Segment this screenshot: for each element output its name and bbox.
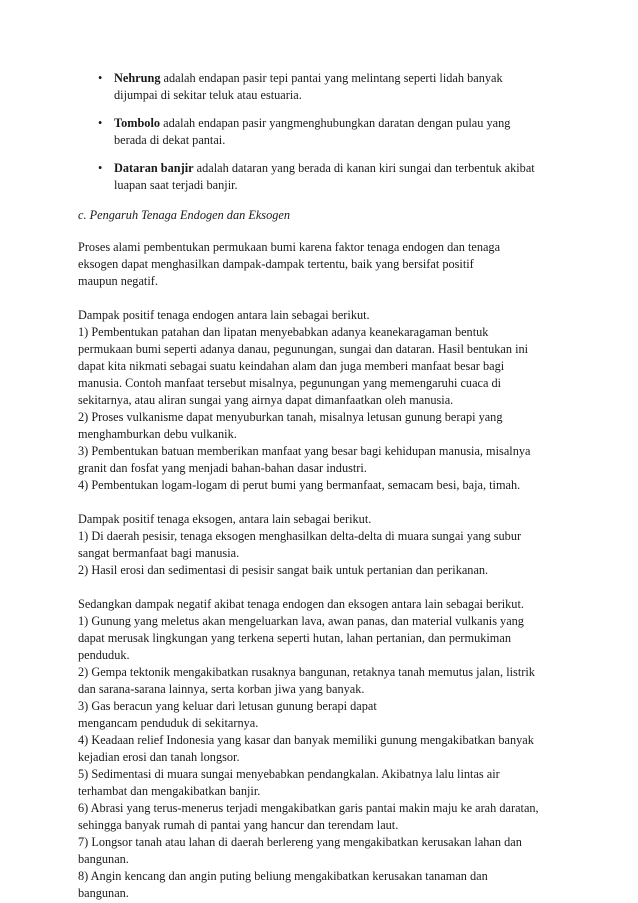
text-line: menghamburkan debu vulkanik. xyxy=(78,427,237,441)
text-line: dapat kita nikmati sebagai suatu keindahan alam dan juga memberi manfaat besar bagi xyxy=(78,359,505,373)
text-line: 2) Hasil erosi dan sedimentasi di pesisir sangat baik untuk pertanian dan perikanan. xyxy=(78,563,489,577)
definition-list xyxy=(78,70,578,194)
definition-text: luapan saat terjadi banjir. xyxy=(114,178,238,192)
text-line: 2) Proses vulkanisme dapat menyuburkan tanah, misalnya letusan gunung berapi yang xyxy=(78,410,503,424)
text-line: 4) Pembentukan logam-logam di perut bumi yang bermanfaat, semacam besi, baja, timah. xyxy=(78,478,521,492)
text-line: mengancam penduduk di sekitarnya. xyxy=(78,716,259,730)
text-line: dan sarana-sarana lainnya, serta korban jiwa yang banyak. xyxy=(78,682,365,696)
text-line: 4) Keadaan relief Indonesia yang kasar dan banyak memiliki gunung mengakibatkan banyak xyxy=(78,733,534,747)
text-line: sekitarnya, atau aliran sungai yang airnya dapat dimanfaatkan oleh manusia. xyxy=(78,393,454,407)
definition-text: dijumpai di sekitar teluk atau estuaria. xyxy=(114,88,302,102)
paragraph xyxy=(78,307,578,494)
term-dataran-banjir: Dataran banjir xyxy=(114,161,194,175)
body-text xyxy=(78,239,578,902)
list-item xyxy=(78,115,578,149)
paragraph xyxy=(78,511,578,579)
text-line: sehingga banyak rumah di pantai yang hancur dan terendam laut. xyxy=(78,818,399,832)
text-line: 7) Longsor tanah atau lahan di daerah berlereng yang mengakibatkan kerusakan lahan dan xyxy=(78,835,522,849)
text-line: bangunan. xyxy=(78,886,129,900)
bullet-dot-icon: • xyxy=(98,161,103,175)
text-line: 5) Sedimentasi di muara sungai menyebabkan pendangkalan. Akibatnya lalu lintas air xyxy=(78,767,500,781)
text-line: kejadian erosi dan tanah longsor. xyxy=(78,750,240,764)
text-line: maupun negatif. xyxy=(78,274,158,288)
text-line: bangunan. xyxy=(78,852,129,866)
text-line: 3) Gas beracun yang keluar dari letusan gunung berapi dapat xyxy=(78,699,377,713)
text-line: dapat merusak lingkungan yang terkena seperti hutan, lahan pertanian, dan permukiman xyxy=(78,631,511,645)
text-line: 6) Abrasi yang terus-menerus terjadi mengakibatkan garis pantai makin maju ke arah daratan, xyxy=(78,801,539,815)
list-item xyxy=(78,70,578,104)
text-line: 1) Gunung yang meletus akan mengeluarkan lava, awan panas, dan material vulkanis yang xyxy=(78,614,524,628)
text-line: sangat bermanfaat bagi manusia. xyxy=(78,546,240,560)
definition-text: adalah dataran yang berada di kanan kiri sungai dan terbentuk akibat xyxy=(193,161,535,175)
section-subheading: c. Pengaruh Tenaga Endogen dan Eksogen xyxy=(78,208,290,222)
text-line: penduduk. xyxy=(78,648,130,662)
text-line: 3) Pembentukan batuan memberikan manfaat yang besar bagi kehidupan manusia, misalnya xyxy=(78,444,531,458)
definition-text: berada di dekat pantai. xyxy=(114,133,226,147)
text-line: eksogen dapat menghasilkan dampak-dampak tertentu, baik yang bersifat positif xyxy=(78,257,474,271)
paragraph xyxy=(78,239,578,290)
text-line: 8) Angin kencang dan angin puting beliung mengakibatkan kerusakan tanaman dan xyxy=(78,869,488,883)
text-line: 1) Pembentukan patahan dan lipatan menyebabkan adanya keanekaragaman bentuk xyxy=(78,325,489,339)
term-tombolo: Tombolo xyxy=(114,116,161,130)
bullet-dot-icon: • xyxy=(98,116,103,130)
definition-text: adalah endapan pasir yangmenghubungkan daratan dengan pulau yang xyxy=(160,116,511,130)
text-line: manusia. Contoh manfaat tersebut misalnya, pegunungan yang memengaruhi cuaca di xyxy=(78,376,502,390)
text-line: terhambat dan mengakibatkan banjir. xyxy=(78,784,261,798)
bullet-dot-icon: • xyxy=(98,71,103,85)
list-item xyxy=(78,160,578,194)
text-line: Sedangkan dampak negatif akibat tenaga endogen dan eksogen antara lain sebagai berikut. xyxy=(78,597,524,611)
text-line: Dampak positif tenaga endogen antara lain sebagai berikut. xyxy=(78,308,370,322)
paragraph xyxy=(78,596,578,902)
text-line: 1) Di daerah pesisir, tenaga eksogen menghasilkan delta-delta di muara sungai yang subur xyxy=(78,529,522,543)
text-line: Dampak positif tenaga eksogen, antara lain sebagai berikut. xyxy=(78,512,372,526)
text-line: granit dan fosfat yang menjadi bahan-bahan dasar industri. xyxy=(78,461,367,475)
text-line: 2) Gempa tektonik mengakibatkan rusaknya bangunan, retaknya tanah memutus jalan, listrik xyxy=(78,665,535,679)
text-line: Proses alami pembentukan permukaan bumi karena faktor tenaga endogen dan tenaga xyxy=(78,240,501,254)
term-nehrung: Nehrung xyxy=(114,71,161,85)
text-line: permukaan bumi seperti adanya danau, pegunungan, sungai dan dataran. Hasil bentukan ini xyxy=(78,342,529,356)
definition-text: adalah endapan pasir tepi pantai yang melintang seperti lidah banyak xyxy=(160,71,503,85)
